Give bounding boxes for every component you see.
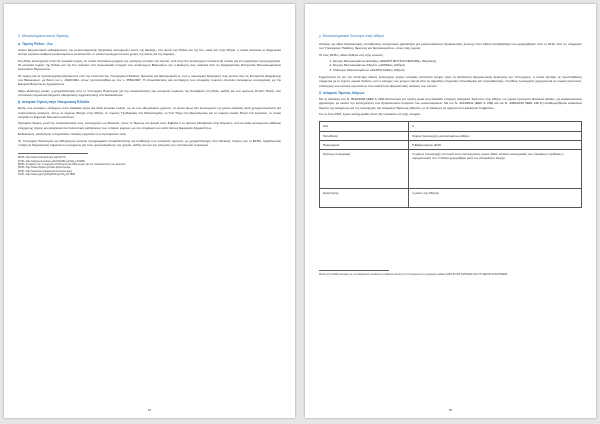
association-list	[333, 59, 582, 72]
paragraph: Τα τεμένη και τα προσευχητάρια βρίσκονται υπό την εποπτεία του Υπουργείου Παιδείας, Έρευνας και Θρησκευμάτων, ενώ η οικονομική διαχείρισή τους γίνεται από τις Επιτροπές Διαχείρισης των Βακουφίων, με βάση τον ν. 1922/1991, όπως τροποποιήθηκε με τον ν. 3554/2007. Η αποκατάσταση και συντήρηση των ιστορικών τεμενών αποτελεί αντικείμενο συνεργασίας με την Εφορεία Βυζαντινών Αρχαιοτήτων.	[18, 73, 281, 87]
paragraph: Με τις διατάξεις του Ν. 3512/2006 (ΦΕΚ Α' 264) θεσπίστηκε για πρώτη φορά στην Ελλάδα η ίδρυση Ισλαμικού Τεμένους στην Αθήνα, ως νομικό πρόσωπο ιδιωτικού δικαίου, μη κερδοσκοπικού χαρακτήρα, με σκοπό την εξυπηρέτηση των θρησκευτικών αναγκών των μουσουλμάνων. Με τον Ν. 4014/2011 (ΦΕΚ Α' 209) και τον Ν. 4480/2016 (ΦΕΚ 148 Α') αναθεωρήθηκαν ειδικότερα θέματα της ανέγερσης και της λειτουργίας του Ισλαμικού Τεμένους Αθηνών, με τη διοίκηση να ορίζεται από Διοικητικό Συμβούλιο.	[319, 97, 582, 110]
paragraph: Αιτήσεις για έδρα θρησκευτικής συνάθροισης λατρευτικού χαρακτήρα για μουσουλμάνους θρησκευτικής ένωσης στην Αθήνα υποβλήθηκαν και χορηγήθηκαν από το 2015, από τις υπηρεσίες του Υπουργείου Παιδείας, Έρευνας και Θρησκευμάτων, στους εξής φορείς:	[319, 42, 582, 51]
footnote: 88 Βλ. Απόφαση του Υπουργείου Πολιτισμού και Αθλητισμού για την αποκατάσταση του τεμένους	[18, 163, 126, 166]
footnote[interactable]: 90 Βλ. http://www.kos.gr/pages/monuments.aspx	[18, 169, 73, 173]
footnote[interactable]: 91 Βλ. http://www.yppo.gr/4/g4154.jsp?obj_id=7826	[18, 173, 76, 177]
footnote[interactable]: 89 Βλ. http://www.rhodes.gr/index.php/mnimeia	[18, 166, 71, 170]
paragraph: Εκτός των ανωτέρω, υπάρχουν στον ελλαδικό χώρο και άλλα ιστορικά τεμένη, ως εκ των οθωμανικών χρόνων, τα οποία όμως δεν λειτουργούν ως χώροι λατρείας αλλά χρησιμοποιούνται για πολιτιστικούς σκοπούς, όπως το τέμενος Φετιχιέ στην Αθήνα, το τέμενος Τζισδαράκη στο Μοναστηράκι, το Γενί Τζαμί στη Θεσσαλονίκη και το τέμενος Ασλάν Πασά στα Ιωάννινα, το οποίο στεγάζει το Δημοτικό Μουσείο Ιωαννίνων.	[18, 106, 281, 120]
table-key: Σύντομη περιγραφή	[320, 150, 409, 189]
footnote-divider	[18, 153, 88, 154]
paragraph: Σημειώνεται ότι για την απόκτηση άδειας λειτουργίας χώρου λατρείας απαιτείται αίτηση προς τη Διεύθυνση Θρησκευτικής Διοίκησης του Υπουργείου, η οποία εξετάζει τις προϋποθέσεις σύμφωνα με το ισχύον νομικό πλαίσιο, ενώ ο έλεγχος των χώρων γίνεται από τις αρμόδιες υπηρεσίες πολεοδομίας και πυροσβεστικής. Οι άδειες λειτουργίας χορηγούνται σε νομικά πρόσωπα, συλλόγους και ενώσεις προσώπων που καλύπτουν θρησκευτικές ανάγκες των πιστών.	[319, 75, 582, 88]
table-row	[320, 140, 582, 149]
table-intro: Για το έτος 2015, έχουν καταχωρηθεί πέντε (5) παρακάτω τα εξής στοιχεία:	[319, 112, 421, 117]
table-row	[320, 131, 582, 140]
list-item: 1. Ένωση Μουσουλμάνων Ελλάδος «ΕΝΩΣΗ ΜΟΥΣΟΥΛΜΑΝΩΝ» (Πειραιώς)	[333, 59, 582, 63]
page-number: 64	[147, 408, 152, 412]
table-value: 1 μέλος της Αθήνας	[409, 189, 582, 208]
paragraph: Ορισμένα Τεμένη, μετά την αποκατάστασή τους, λειτουργούν ως Μουσεία, όπως το Τέμενος του Ιμαρέτ στην Καβάλα ή το τέμενος Μπαϊρακλί στην Κάρυστο, ενώ σε άλλα λειτουργούν εκθέσεις σύγχρονης τέχνης και φιλοξενούνται πολιτιστικές εκδηλώσεις των τοπικών φορέων, με την επιμέλεια των κατά τόπους Εφορειών Αρχαιοτήτων.	[18, 121, 281, 130]
subheading-athens-mosque: δ. Ισλαμικό Τέμενος Αθηνών	[319, 91, 365, 96]
paragraph: Στη Ρόδο λειτουργούν επτά (7) ιστορικά τεμένη, τα οποία αποτελούν μνημεία της νεότερης ιστορίας του νησιού, ενώ στην Κω λειτουργούν τέσσερα (4) τεμένη και ένα μικρότερο προσευχητάριο. Τα ιστορικά τεμένη της Ρόδου και της Κω ανήκουν στα περιουσιακά στοιχεία των αντίστοιχων Βακουφίων και η διοίκησή τους ασκείται από τις Διαχειριστικές Επιτροπές Μουσουλμανικών Κοινοτικών Περιουσιών.	[18, 58, 281, 72]
footnote[interactable]: 87 Βλ. http://odysseus.culture.gr/h/2/gh251.jsp?obj_id=4898	[18, 159, 85, 163]
footnote[interactable]: 86 Βλ. http://www.mufti.gr/index.php?id=76	[18, 156, 66, 160]
left-page	[4, 4, 295, 418]
section-heading: γ. Μουσουλμανικοί Σύλλογοι στην Αθήνα	[319, 34, 384, 38]
list-item: 3. Σύλλογος Μουσουλμάνων «ΖΑΧΙΡΑ ΚΑΡΑ» (Αθήνα)	[333, 68, 582, 72]
paragraph: Αξίζει ιδιαίτερης μνείας η χρηματοδότηση από το Υπουργείο Πολιτισμού για την αποκατάσταση του ιστορικού τεμένους του Σουλεϊμάν στη Ρόδο, καθώς και του τεμένους Ρετζέπ Πασά, που αποτελούν σημαντικά δείγματα οθωμανικής αρχιτεκτονικής στα Δωδεκάνησα.	[18, 88, 281, 98]
subheading-historic-mosques: β. Ιστορικά Τεμένη στην Ηπειρωτική Ελλάδα	[18, 100, 90, 105]
incident-table	[319, 121, 582, 208]
paragraph: Το Υπουργείο Πολιτισμού και Αθλητισμού εκπονεί προγράμματα αποκατάστασης και ανάδειξης των ιστορικών τεμενών, με χρηματοδότηση από εθνικούς πόρους και το ΕΣΠΑ, λαμβάνοντας υπόψη τη θρησκευτική σημασία των μνημείων για τους μουσουλμάνους της χώρας, καθώς και για την ενίσχυση του πολιτιστικού τουρισμού.	[18, 138, 281, 147]
paragraph: Ενδεικτικώς, καταλόγισε ο παραπάνω πίνακας εργασιών των πρόσφατων ετών.	[18, 132, 127, 137]
table-value: 5 Φεβρουαρίου 2015	[409, 140, 582, 149]
table-value: 1.	[409, 122, 582, 131]
right-page	[305, 4, 596, 418]
list-item: 2. Ένωση Μουσουλμάνων Αθηνών «ΑΣΠΙΔΑ» (Αθήνα)	[333, 63, 582, 67]
footnote: 92 Ως και το 2016 τέσσερις εκ των διοικητικών συλλόγων υπέβαλαν αίτηση στο Υπουργείο για τη χορήγηση άδειας ΚΑΤΑ ΙΟΥΡΣ ΛΑΤΡΕΙΑΣ ΑΛΛ ΤΗ ΘΕΣΗΣ ΑΠΑΙΤΗΣΕΩΣ	[319, 273, 508, 277]
table-value: Χώρος προσευχής μουσουλμάνων Αθήνα	[409, 131, 582, 140]
paragraph: Χώροι θρησκευτικού ενδιαφέροντος της μουσουλμανικής θρησκείας λειτουργούν εκτός της Θράκης, στα νησιά της Ρόδου και της Κω, αλλά και στην Αθήνα, η οποία αποτελεί το διαχρονικό κέντρο μεγάλου αριθμού μουσουλμάνων μεταναστών, οι οποίοι προέρχονται από χώρες της Ασίας και της Αφρικής.	[18, 48, 281, 57]
table-row	[320, 150, 582, 189]
list-intro: Το έτος 2015 η άδεια δόθηκε στις εξής ενώσεις:	[319, 52, 384, 57]
table-key: Τοποθεσία	[320, 131, 409, 140]
table-key: Δράστης/ες	[320, 189, 409, 208]
section-heading: 2. Μουσουλμάνοι εκτός Θράκης	[18, 34, 69, 38]
table-row	[320, 122, 582, 131]
table-key: Α/Α	[320, 122, 409, 131]
table-key: Ημερομηνία	[320, 140, 409, 149]
page-number: 65	[448, 408, 453, 412]
table-value: Ο χώρος προσευχής επί σειρά ετών λειτουργούσε χωρίς άδεια, κατόπιν καταγγελίας των περιοίκων ζητήθηκε η νομιμοποίησή του. Η άδεια χορηγήθηκε μετά τον απαραίτητο έλεγχο.	[409, 150, 582, 189]
table-row	[320, 189, 582, 208]
footnote-divider	[319, 270, 389, 271]
subheading-rhodes-kos: α. Τέμενη Ρόδου - Κω	[18, 42, 53, 46]
